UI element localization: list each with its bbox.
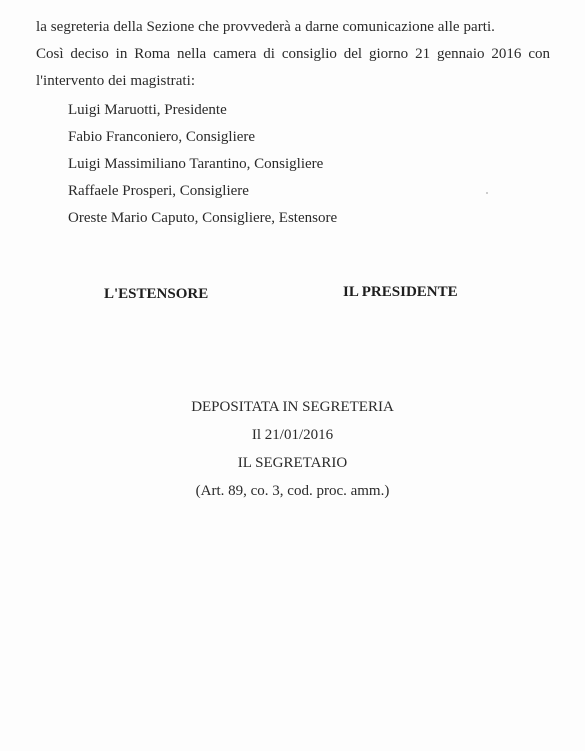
magistrate-councillor: Fabio Franconiero, Consigliere <box>68 129 256 145</box>
deposit-title: DEPOSITATA IN SEGRETERIA <box>191 399 394 415</box>
signature-presidente: IL PRESIDENTE <box>343 284 458 300</box>
magistrate-president: Luigi Maruotti, Presidente <box>68 102 227 118</box>
deposit-reference: (Art. 89, co. 3, cod. proc. amm.) <box>195 483 390 499</box>
text-line-decision: Così deciso in Roma nella camera di consiglio del giorno 21 gennaio 2016 con <box>36 46 550 62</box>
magistrate-councillor: Luigi Massimiliano Tarantino, Consigliere <box>68 156 324 172</box>
signature-estensore: L'ESTENSORE <box>104 286 209 302</box>
deposit-secretary: IL SEGRETARIO <box>237 455 348 471</box>
text-line-notification: la segreteria della Sezione che provvederà a darne comunicazione alle parti. <box>36 19 495 35</box>
magistrate-rapporteur: Oreste Mario Caputo, Consigliere, Estensore <box>68 210 338 226</box>
text-line-magistrates-intro: l'intervento dei magistrati: <box>36 73 196 89</box>
deposit-date: Il 21/01/2016 <box>251 427 334 443</box>
magistrate-councillor: Raffaele Prosperi, Consigliere <box>68 183 249 199</box>
scan-speck <box>486 192 488 194</box>
